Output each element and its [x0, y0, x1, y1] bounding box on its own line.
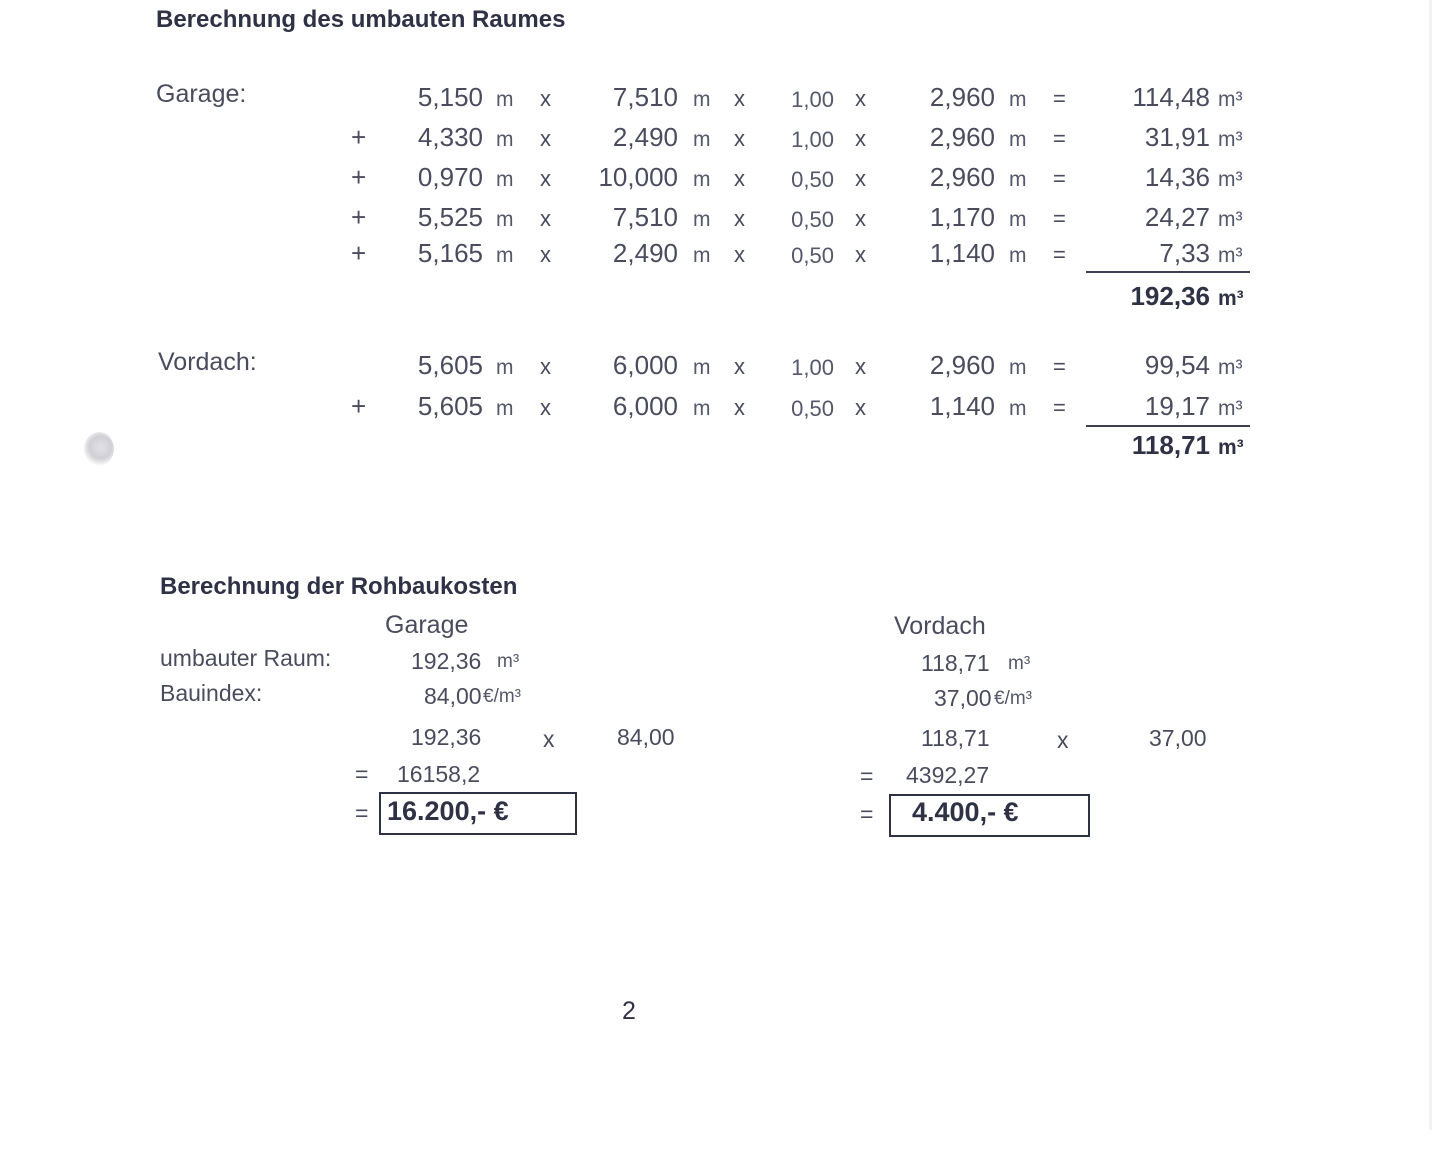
vordach-row-1-a: 5,605 — [417, 350, 483, 380]
garage-row-4-sign: + — [351, 202, 367, 232]
garage-row-1-b: 7,510 — [612, 82, 678, 112]
garage-row-1-x1: x — [540, 86, 551, 111]
vordach-calc-x: x — [1057, 727, 1069, 753]
garage-row-4-ub: m — [693, 208, 711, 231]
vordach-index-unit: €/m³ — [994, 688, 1032, 709]
garage-total: 192,36 — [1130, 281, 1210, 311]
vordach-raum-value: 118,71 — [921, 650, 990, 676]
garage-row-3-eq: = — [1053, 166, 1066, 191]
vordach-row-1-x2: x — [734, 354, 745, 379]
garage-index-value: 84,00 — [424, 683, 482, 709]
vordach-calc-b: 37,00 — [1149, 725, 1207, 751]
garage-row-2-uh: m — [1009, 128, 1027, 151]
garage-row-2-x1: x — [540, 126, 551, 151]
vordach-row-1-b: 6,000 — [612, 350, 678, 380]
garage-row-2-a: 4,330 — [417, 122, 483, 152]
garage-row-5-h: 1,140 — [929, 238, 995, 268]
garage-row-4-h: 1,170 — [929, 202, 995, 232]
garage-row-2-f: 1,00 — [791, 127, 834, 152]
vordach-row-2-ub: m — [693, 397, 711, 420]
section-title-costs: Berechnung der Rohbaukosten — [160, 573, 518, 600]
garage-row-3-a: 0,970 — [417, 162, 483, 192]
garage-row-2-ub: m — [693, 128, 711, 151]
vordach-eq2: = — [860, 801, 874, 827]
garage-row-4-b: 7,510 — [612, 202, 678, 232]
garage-raum-unit: m³ — [497, 651, 520, 672]
garage-row-5-ub: m — [693, 244, 711, 267]
vordach-row-2-h: 1,140 — [929, 391, 995, 421]
vordach-row-2-sign: + — [351, 391, 367, 421]
garage-row-1-uh: m — [1009, 88, 1027, 111]
garage-row-1-a: 5,150 — [417, 82, 483, 112]
garage-result: 16158,2 — [397, 761, 481, 787]
vordach-row-1-x3: x — [855, 354, 866, 379]
garage-row-3-res: 14,36 — [1144, 162, 1210, 192]
garage-row-5-sign: + — [351, 238, 367, 268]
garage-calc-x: x — [543, 726, 555, 752]
garage-row-3-ua: m — [496, 168, 514, 191]
vordach-row-2-res: 19,17 — [1144, 391, 1210, 421]
vordach-raum-unit: m³ — [1008, 653, 1031, 674]
garage-raum-value: 192,36 — [411, 648, 482, 674]
vordach-row-1-eq: = — [1053, 354, 1066, 379]
vordach-index-value: 37,00 — [934, 685, 992, 711]
garage-row-4-uh: m — [1009, 208, 1027, 231]
garage-row-1-f: 1,00 — [791, 87, 834, 112]
vordach-row-1-uh: m — [1009, 356, 1027, 379]
vordach-row-1-x1: x — [540, 354, 551, 379]
vordach-row-1-ub: m — [693, 356, 711, 379]
page-edge — [1429, 0, 1432, 1130]
garage-row-3-sign: + — [351, 162, 367, 192]
garage-row-5-eq: = — [1053, 242, 1066, 267]
vordach-total: 118,71 — [1131, 430, 1210, 460]
vordach-rounded-cost: 4.400,- € — [912, 797, 1019, 827]
vordach-row-2-ua: m — [496, 397, 514, 420]
garage-row-4-a: 5,525 — [417, 202, 483, 232]
garage-row-5-ua: m — [496, 244, 514, 267]
column-heading-vordach: Vordach — [894, 612, 986, 640]
garage-row-5-b: 2,490 — [612, 238, 678, 268]
garage-row-3-x3: x — [855, 166, 866, 191]
garage-total-unit: m³ — [1218, 287, 1244, 310]
garage-row-3-x1: x — [540, 166, 551, 191]
garage-row-2-x3: x — [855, 126, 866, 151]
garage-row-1-ures: m³ — [1218, 88, 1243, 111]
garage-row-5-x1: x — [540, 242, 551, 267]
garage-row-1-x3: x — [855, 86, 866, 111]
garage-row-4-ures: m³ — [1218, 208, 1243, 231]
garage-row-3-h: 2,960 — [929, 162, 995, 192]
vordach-row-1-f: 1,00 — [791, 355, 834, 380]
garage-row-1-x2: x — [734, 86, 745, 111]
vordach-total-unit: m³ — [1218, 436, 1244, 459]
garage-row-4-eq: = — [1053, 206, 1066, 231]
garage-row-2-h: 2,960 — [929, 122, 995, 152]
garage-row-2-eq: = — [1053, 126, 1066, 151]
label-bauindex: Bauindex: — [160, 680, 263, 706]
garage-row-2-x2: x — [734, 126, 745, 151]
column-heading-garage: Garage — [385, 611, 469, 639]
vordach-eq1: = — [860, 763, 874, 789]
garage-row-1-ub: m — [693, 88, 711, 111]
garage-row-5-f: 0,50 — [791, 243, 834, 268]
garage-rounded-cost: 16.200,- € — [387, 796, 509, 826]
garage-row-4-x1: x — [540, 206, 551, 231]
vordach-row-1-ua: m — [496, 356, 514, 379]
garage-row-3-x2: x — [734, 166, 745, 191]
label-umbauter-raum: umbauter Raum: — [160, 645, 332, 671]
garage-row-5-uh: m — [1009, 244, 1027, 267]
garage-row-3-ub: m — [693, 168, 711, 191]
scan-smudge — [84, 432, 114, 466]
group-label-garage: Garage: — [156, 80, 247, 108]
garage-row-3-b: 10,000 — [598, 162, 678, 192]
vordach-row-2-x1: x — [540, 395, 551, 420]
group-label-vordach: Vordach: — [158, 348, 257, 376]
garage-row-4-ua: m — [496, 208, 514, 231]
garage-row-5-x3: x — [855, 242, 866, 267]
garage-row-2-sign: + — [351, 122, 367, 152]
garage-row-4-x3: x — [855, 206, 866, 231]
garage-row-3-uh: m — [1009, 168, 1027, 191]
vordach-row-2-x3: x — [855, 395, 866, 420]
garage-row-1-h: 2,960 — [929, 82, 995, 112]
garage-row-2-b: 2,490 — [612, 122, 678, 152]
page-number: 2 — [622, 997, 636, 1025]
garage-row-5-x2: x — [734, 242, 745, 267]
garage-row-4-x2: x — [734, 206, 745, 231]
garage-calc-a: 192,36 — [411, 724, 482, 750]
vordach-row-1-ures: m³ — [1218, 356, 1243, 379]
garage-row-3-ures: m³ — [1218, 168, 1243, 191]
vordach-row-2-a: 5,605 — [417, 391, 483, 421]
garage-row-4-f: 0,50 — [791, 207, 834, 232]
garage-calc-b: 84,00 — [617, 724, 675, 750]
garage-row-5-res: 7,33 — [1159, 238, 1210, 268]
garage-row-3-f: 0,50 — [791, 167, 834, 192]
vordach-row-1-h: 2,960 — [929, 350, 995, 380]
vordach-row-2-uh: m — [1009, 397, 1027, 420]
vordach-row-2-b: 6,000 — [612, 391, 678, 421]
garage-row-5-a: 5,165 — [417, 238, 483, 268]
garage-sum-rule — [1086, 271, 1250, 273]
garage-index-unit: €/m³ — [483, 686, 521, 707]
garage-row-1-eq: = — [1053, 86, 1066, 111]
garage-row-2-res: 31,91 — [1144, 122, 1210, 152]
garage-eq2: = — [355, 800, 369, 826]
garage-row-5-ures: m³ — [1218, 244, 1243, 267]
vordach-calc-a: 118,71 — [921, 725, 990, 751]
garage-row-2-ures: m³ — [1218, 128, 1243, 151]
vordach-sum-rule — [1086, 425, 1250, 427]
section-title-volume: Berechnung des umbauten Raumes — [156, 6, 566, 33]
garage-row-1-res: 114,48 — [1132, 82, 1210, 112]
garage-row-4-res: 24,27 — [1144, 202, 1210, 232]
garage-eq1: = — [355, 761, 369, 787]
vordach-result: 4392,27 — [906, 762, 990, 788]
vordach-row-2-f: 0,50 — [791, 396, 834, 421]
vordach-row-2-ures: m³ — [1218, 397, 1243, 420]
garage-row-1-ua: m — [496, 88, 514, 111]
vordach-row-2-x2: x — [734, 395, 745, 420]
vordach-row-1-res: 99,54 — [1144, 350, 1210, 380]
garage-row-2-ua: m — [496, 128, 514, 151]
vordach-row-2-eq: = — [1053, 395, 1066, 420]
